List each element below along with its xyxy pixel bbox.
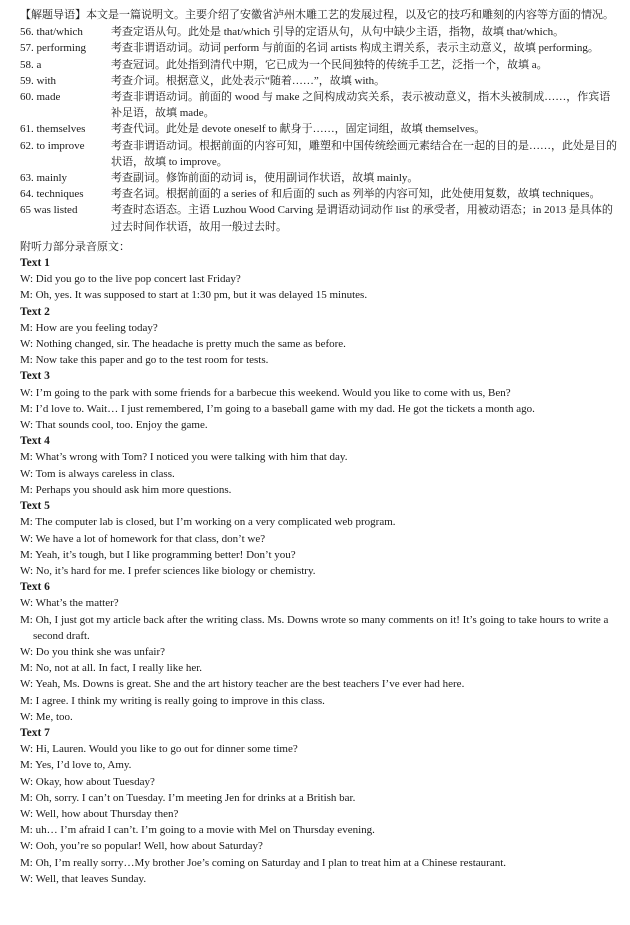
- answer-list: [20, 24, 620, 235]
- intro-paragraph: 【解题导语】本文是一篇说明文。主要介绍了安徽省泸州木雕工艺的发展过程，以及它的技巧和雕刻的内容等方面的情况。: [20, 9, 614, 21]
- answer-key: 56. that/which: [20, 26, 83, 39]
- document-page: [20, 7, 620, 887]
- text-section: [20, 498, 620, 579]
- dialogue-line: W: I’m going to the park with some friends for a barbecue this weekend. Would you like to come with us, Ben?: [20, 386, 511, 399]
- text-section: [20, 304, 620, 369]
- dialogue-line: W: Did you go to the live pop concert last Friday?: [20, 273, 241, 286]
- text-title: Text 4: [20, 435, 50, 448]
- answer-item: [20, 202, 620, 234]
- dialogue-line: M: Oh, yes. It was supposed to start at 1:30 pm, but it was delayed 15 minutes.: [20, 289, 368, 302]
- answer-explanation: 考查冠词。此处指到清代中期，它已成为一个民间独特的传统手工艺，泛指一个，故填 a。: [111, 58, 548, 71]
- text-section: [20, 579, 620, 725]
- answer-key: 65 was listed: [20, 204, 78, 217]
- text-title: Text 1: [20, 257, 50, 270]
- dialogue-line: W: Me, too.: [20, 710, 73, 723]
- dialogue-line: W: Well, that leaves Sunday.: [20, 872, 147, 885]
- dialogue-line: W: Tom is always careless in class.: [20, 467, 175, 480]
- dialogue-line: M: Oh, sorry. I can’t on Tuesday. I’m meeting Jen for drinks at a British bar.: [20, 791, 356, 804]
- text-title: Text 7: [20, 726, 50, 739]
- text-section: [20, 255, 620, 304]
- dialogue-line: W: That sounds cool, too. Enjoy the game.: [20, 419, 208, 432]
- text-section: [20, 725, 620, 887]
- text-section: [20, 368, 620, 433]
- answer-item: [20, 121, 620, 137]
- answer-explanation: 考查非谓语动词。前面的 wood 与 make 之间构成动宾关系，表示被动意义，指木头被制成……，作宾语补足语，故填 made。: [111, 91, 611, 120]
- dialogue-line: W: What’s the matter?: [20, 597, 119, 610]
- dialogue-line: M: How are you feeling today?: [20, 321, 158, 334]
- answer-key: 63. mainly: [20, 172, 68, 185]
- text-title: Text 5: [20, 500, 50, 513]
- listening-heading: 附听力部分录音原文：: [20, 240, 130, 253]
- answer-explanation: 考查介词。根据意义，此处表示“随着……”，故填 with。: [111, 74, 386, 87]
- dialogue-line: M: Oh, I’m really sorry…My brother Joe’s coming on Saturday and I plan to treat him at a Chinese restaurant.: [20, 856, 507, 869]
- dialogue-line: W: We have a lot of homework for that class, don’t we?: [20, 532, 266, 545]
- dialogue-line: M: I agree. I think my writing is really going to improve in this class.: [20, 694, 325, 707]
- dialogue-line: M: Yeah, it’s tough, but I like programming better! Don’t you?: [20, 548, 296, 561]
- answer-explanation: 考查非谓语动词。根据前面的内容可知，雕塑和中国传统绘画元素结合在一起的目的是……，此处是目的状语，故填 to improve。: [111, 139, 617, 168]
- answer-explanation: 考查非谓语动词。动词 perform 与前面的名词 artists 构成主谓关系，表示主动意义，故填 performing。: [111, 42, 599, 55]
- answer-explanation: 考查名词。根据前面的 a series of 和后面的 such as 列举的内容可知，此处使用复数，故填 techniques。: [111, 188, 601, 201]
- answer-item: [20, 40, 620, 56]
- text-section: [20, 433, 620, 498]
- dialogue-line: M: Perhaps you should ask him more questions.: [20, 483, 232, 496]
- text-title: Text 2: [20, 305, 50, 318]
- dialogue-line: W: No, it’s hard for me. I prefer sciences like biology or chemistry.: [20, 564, 316, 577]
- dialogue-line: W: Okay, how about Tuesday?: [20, 775, 155, 788]
- dialogue-line: M: No, not at all. In fact, I really like her.: [20, 662, 203, 675]
- answer-explanation: 考查定语从句。此处是 that/which 引导的定语从句，从句中缺少主语，指物，故填 that/which。: [111, 26, 565, 39]
- answer-item: [20, 73, 620, 89]
- answer-item: [20, 89, 620, 121]
- answer-item: [20, 170, 620, 186]
- text-title: Text 6: [20, 581, 50, 594]
- dialogue-line: M: Oh, I just got my article back after the writing class. Ms. Downs wrote so many comments on it! It’s going to take hours to write a second draft.: [20, 613, 609, 642]
- dialogue-line: W: Nothing changed, sir. The headache is pretty much the same as before.: [20, 338, 346, 351]
- dialogue-line: M: Yes, I’d love to, Amy.: [20, 759, 132, 772]
- dialogue-line: M: uh… I’m afraid I can’t. I’m going to a movie with Mel on Thursday evening.: [20, 824, 375, 837]
- answer-key: 60. made: [20, 91, 61, 104]
- answer-explanation: 考查时态语态。主语 Luzhou Wood Carving 是谓语动词动作 list 的承受者，用被动语态；in 2013 是具体的过去时间作状语，故用一般过去时。: [111, 204, 613, 233]
- transcript: [20, 255, 620, 887]
- dialogue-line: M: I’d love to. Wait… I just remembered, I’m going to a baseball game with my dad. He got the tickets a month ago.: [20, 402, 535, 415]
- answer-key: 58. a: [20, 58, 42, 71]
- dialogue-line: W: Hi, Lauren. Would you like to go out for dinner some time?: [20, 743, 298, 756]
- dialogue-line: W: Ooh, you’re so popular! Well, how about Saturday?: [20, 840, 263, 853]
- answer-explanation: 考查代词。此处是 devote oneself to 献身于……，固定词组，故填 themselves。: [111, 123, 486, 136]
- answer-item: [20, 24, 620, 40]
- answer-explanation: 考查副词。修饰前面的动词 is，使用副词作状语，故填 mainly。: [111, 172, 419, 185]
- dialogue-line: M: What’s wrong with Tom? I noticed you were talking with him that day.: [20, 451, 348, 464]
- text-title: Text 3: [20, 370, 50, 383]
- answer-item: [20, 57, 620, 73]
- dialogue-line: W: Yeah, Ms. Downs is great. She and the art history teacher are the best teachers I’ve ever had here.: [20, 678, 465, 691]
- dialogue-line: M: The computer lab is closed, but I’m working on a very complicated web program.: [20, 516, 396, 529]
- answer-key: 59. with: [20, 74, 57, 87]
- answer-item: [20, 138, 620, 170]
- answer-item: [20, 186, 620, 202]
- dialogue-line: W: Well, how about Thursday then?: [20, 807, 179, 820]
- answer-key: 64. techniques: [20, 188, 84, 201]
- dialogue-line: M: Now take this paper and go to the test room for tests.: [20, 354, 269, 367]
- answer-key: 57. performing: [20, 42, 86, 55]
- dialogue-line: W: Do you think she was unfair?: [20, 645, 166, 658]
- answer-key: 61. themselves: [20, 123, 86, 136]
- answer-key: 62. to improve: [20, 139, 85, 152]
